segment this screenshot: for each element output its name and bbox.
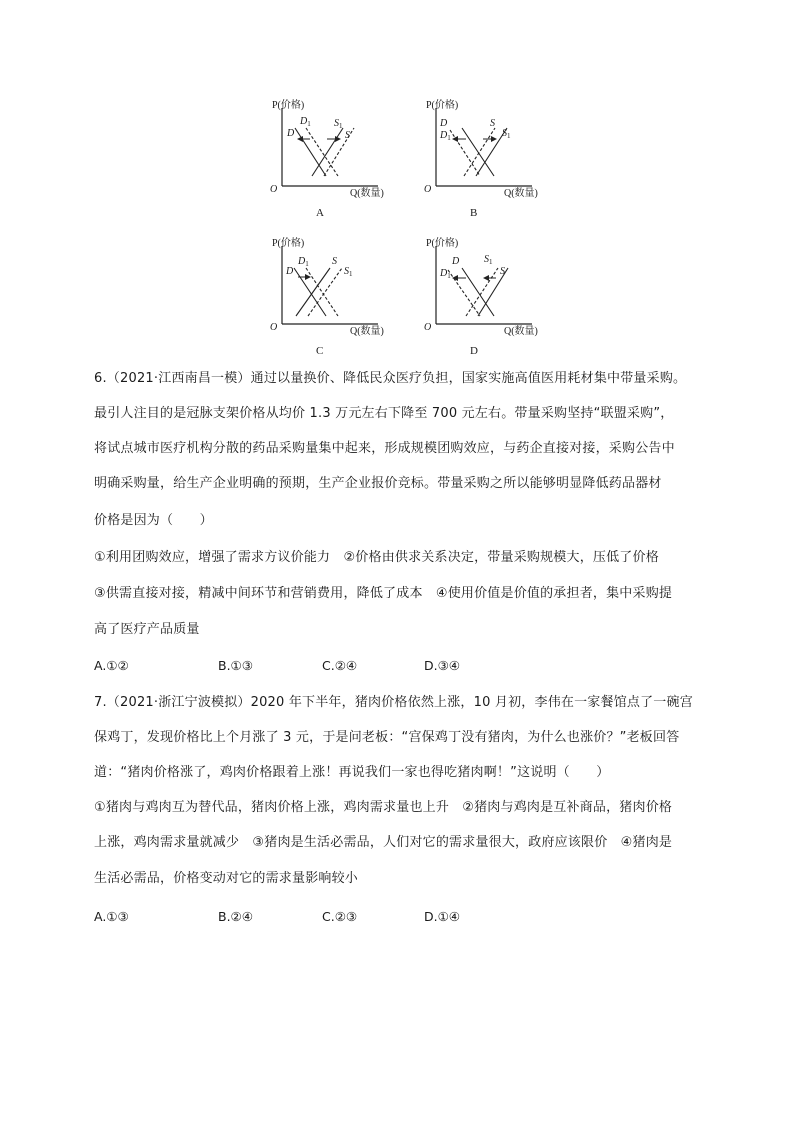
chart-a [268,98,428,223]
origin-label: O [270,184,278,195]
curve-d [295,128,326,176]
origin-label: O [424,322,432,333]
chart-c-graphic [268,236,428,361]
x-axis-label: Q(数量) [504,188,538,199]
chart-caption: C [316,345,324,357]
y-axis-label: P(价格) [272,238,305,249]
curve-s [296,268,330,316]
q7-stem-line: 7.（2021·浙江宁波模拟）2020 年下半年，猪肉价格依然上涨，10 月初，李伟在一家餐馆点了一碗宫 [94,695,693,710]
label-d1: $D_1$ [440,130,451,142]
q7-statement-line: ①猪肉与鸡肉互为替代品，猪肉价格上涨，鸡肉需求量也上升 ②猪肉与鸡肉是互补商品，猪肉价格 [94,800,673,815]
origin-label: O [270,322,278,333]
q6-stem-line: 最引人注目的是冠脉支架价格从均价 1.3 万元左右下降至 700 元左右。带量采购坚持“联盟采购”， [94,406,674,421]
label-d1: $D_1$ [298,256,309,268]
label-d: D [286,266,294,277]
x-axis-label: Q(数量) [350,188,384,199]
q7-option-a[interactable]: A.①③ [94,909,129,924]
curve-d1 [306,268,338,316]
q7-option-d[interactable]: D.①④ [424,909,461,924]
label-s: S [500,266,505,277]
label-s1: $S_1$ [344,266,353,278]
chart-b-graphic [422,98,582,223]
chart-b [422,98,582,223]
curve-d [462,268,494,316]
q7-stem-line: 道：“猪肉价格涨了，鸡肉价格跟着上涨！再说我们一家也得吃猪肉啊！”这说明（ ） [94,765,610,780]
chart-caption: D [470,345,478,357]
curve-s [312,128,343,176]
q6-option-a[interactable]: A.①② [94,658,129,673]
label-s: S [332,256,337,267]
q7-option-b[interactable]: B.②④ [218,909,253,924]
chart-caption: A [316,207,324,219]
curve-d1 [448,270,480,316]
curve-s1-dashed [464,128,495,176]
y-axis-label: P(价格) [426,100,459,111]
curve-d1 [450,130,480,176]
q6-stem-line: 将试点城市医疗机构分散的药品采购量集中起来，形成规模团购效应，与药企直接对接，采购公告中 [94,441,675,456]
y-axis-label: P(价格) [272,100,305,111]
q6-statement-line: ①利用团购效应，增强了需求方议价能力 ②价格由供求关系决定，带量采购规模大，压低了价格 [94,550,659,565]
q7-statement-line: 生活必需品，价格变动对它的需求量影响较小 [94,871,359,886]
chart-c [268,236,428,361]
q6-option-b[interactable]: B.①③ [218,658,253,673]
label-s: S [490,118,495,129]
label-s: S [345,130,350,141]
x-axis-label: Q(数量) [350,326,384,337]
q7-option-c[interactable]: C.②③ [322,909,358,924]
chart-caption: B [470,207,478,219]
q6-statement-line: 高了医疗产品质量 [94,622,200,637]
q7-statement-line: 上涨，鸡肉需求量就减少 ③猪肉是生活必需品，人们对它的需求量很大，政府应该限价 ④猪肉是 [94,835,673,850]
curve-d [462,128,494,176]
q6-stem-line: 明确采购量，给生产企业明确的预期，生产企业报价竞标。带量采购之所以能够明显降低药品器材 [94,476,662,491]
q6-stem-line: 价格是因为（ ） [94,513,213,528]
q6-stem-line: 6.（2021·江西南昌一模）通过以量换价、降低民众医疗负担，国家实施高值医用耗材集中带量采购。 [94,371,687,386]
q6-option-c[interactable]: C.②④ [322,658,358,673]
x-axis-label: Q(数量) [504,326,538,337]
curve-d [294,268,326,316]
label-s1: $S_1$ [502,128,511,140]
label-d: D [452,256,460,267]
chart-a-graphic [268,98,428,223]
chart-d-graphic [422,236,582,361]
q6-option-d[interactable]: D.③④ [424,658,461,673]
label-d: D [287,128,295,139]
label-d1: $D_1$ [300,116,311,128]
q7-stem-line: 保鸡丁，发现价格比上个月涨了 3 元，于是问老板：“宫保鸡丁没有猪肉，为什么也涨价？”老板回答 [94,730,680,745]
label-d-top: D [440,118,448,129]
origin-label: O [424,184,432,195]
chart-d [422,236,582,361]
q6-statement-line: ③供需直接对接，精减中间环节和营销费用，降低了成本 ④使用价值是价值的承担者，集中采购提 [94,586,673,601]
label-d1: $D_1$ [440,268,451,280]
y-axis-label: P(价格) [426,238,459,249]
label-s1: $S_1$ [334,118,343,130]
label-s1: $S_1$ [484,254,493,266]
